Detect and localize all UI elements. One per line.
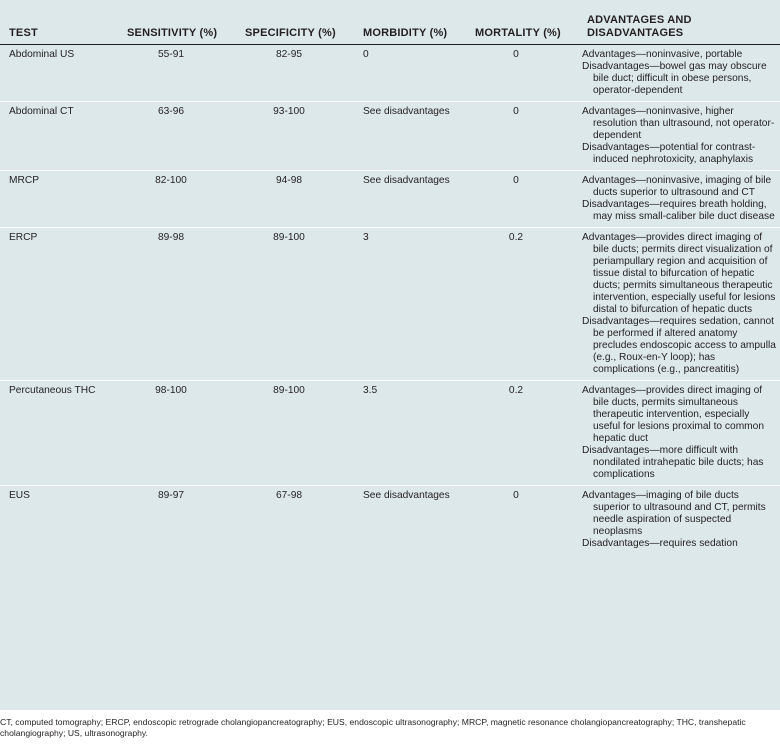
cell-morbidity: 3.5 [363, 385, 378, 396]
advantages-text: Advantages—noninvasive, portable [582, 49, 743, 60]
header-advantages-line1: ADVANTAGES AND [587, 14, 692, 26]
cell-morbidity: See disadvantages [363, 490, 450, 501]
cell-mortality: 0.2 [508, 385, 524, 396]
cell-mortality: 0 [513, 49, 519, 60]
cell-test: EUS [9, 490, 30, 501]
table-row [0, 486, 780, 555]
table-row [0, 228, 780, 381]
disadvantages-text: Disadvantages—more difficult with nondilated intrahepatic bile ducts; has complications [582, 445, 764, 480]
cell-morbidity: 0 [363, 49, 369, 60]
cell-advantages-disadvantages [578, 486, 780, 555]
table-row [0, 45, 780, 102]
cell-advantages-disadvantages [578, 102, 780, 171]
cell-mortality: 0 [513, 106, 519, 117]
table-row [0, 102, 780, 171]
cell-specificity: 89-100 [273, 385, 305, 396]
cell-advantages-disadvantages [578, 45, 780, 102]
cell-test: Abdominal CT [9, 106, 74, 117]
disadvantages-text: Disadvantages—bowel gas may obscure bile duct; difficult in obese persons, operator-dependent [582, 61, 767, 96]
cell-sensitivity: 98-100 [155, 385, 187, 396]
cell-test: MRCP [9, 175, 39, 186]
table-row [0, 381, 780, 486]
cell-sensitivity: 55-91 [157, 49, 185, 60]
disadvantages-text: Disadvantages—requires breath holding, may miss small-caliber bile duct disease [582, 199, 775, 222]
cell-advantages-disadvantages [578, 228, 780, 381]
cell-sensitivity: 89-98 [157, 232, 185, 243]
table-footnote: CT, computed tomography; ERCP, endoscopic retrograde cholangiopancreatography; EUS, endoscopic ultrasonography; MRCP, magnetic resonance cholangiopancreatography; THC, transhepatic cholangiography; US, ultrasonography. [0, 717, 746, 738]
cell-morbidity: See disadvantages [363, 106, 450, 117]
cell-test: ERCP [9, 232, 38, 243]
cell-advantages-disadvantages [578, 381, 780, 486]
cell-mortality: 0 [513, 175, 519, 186]
disadvantages-text: Disadvantages—requires sedation, cannot be performed if altered anatomy precludes endoscopic access to ampulla (e.g., Roux-en-Y loop); has complications (e.g., pancreatitis) [582, 316, 776, 375]
advantages-text: Advantages—provides direct imaging of bile ducts, permits simultaneous therapeutic intervention, especially useful for lesions proximal to common hepatic duct [582, 385, 764, 444]
cell-test: Percutaneous THC [9, 385, 96, 396]
disadvantages-text: Disadvantages—potential for contrast-induced nephrotoxicity, anaphylaxis [582, 142, 756, 165]
cell-sensitivity: 82-100 [155, 175, 187, 186]
header-morbidity: MORBIDITY (%) [354, 0, 466, 45]
header-advantages-line2: DISADVANTAGES [587, 26, 684, 39]
cell-specificity: 89-100 [273, 232, 305, 243]
cell-specificity: 94-98 [275, 175, 303, 186]
cell-specificity: 67-98 [275, 490, 303, 501]
header-sensitivity: SENSITIVITY (%) [118, 0, 236, 45]
header-mortality: MORTALITY (%) [466, 0, 578, 45]
cell-mortality: 0 [513, 490, 519, 501]
header-test: TEST [0, 0, 118, 45]
disadvantages-text: Disadvantages—requires sedation [582, 538, 738, 549]
cell-sensitivity: 63-96 [157, 106, 185, 117]
table-header-row [0, 0, 780, 45]
advantages-text: Advantages—imaging of bile ducts superior to ultrasound and CT, permits needle aspiration of suspected neoplasms [582, 490, 766, 537]
advantages-text: Advantages—noninvasive, imaging of bile ducts superior to ultrasound and CT [582, 175, 772, 198]
header-specificity: SPECIFICITY (%) [236, 0, 354, 45]
cell-specificity: 82-95 [275, 49, 303, 60]
header-advantages [578, 0, 780, 45]
cell-mortality: 0.2 [508, 232, 524, 243]
cell-morbidity: See disadvantages [363, 175, 450, 186]
advantages-text: Advantages—provides direct imaging of bile ducts; permits direct visualization of periampullary region and acquisition of tissue distal to bifurcation of hepatic ducts; permits simultaneous therapeutic intervention, especially useful for lesions distal to bifurcation of hepatic ducts [582, 232, 776, 315]
cell-test: Abdominal US [9, 49, 75, 60]
cell-sensitivity: 89-97 [157, 490, 185, 501]
advantages-text: Advantages—noninvasive, higher resolution than ultrasound, not operator-dependent [582, 106, 775, 141]
cell-advantages-disadvantages [578, 171, 780, 228]
table-row [0, 171, 780, 228]
cell-morbidity: 3 [363, 232, 369, 243]
cell-specificity: 93-100 [273, 106, 305, 117]
